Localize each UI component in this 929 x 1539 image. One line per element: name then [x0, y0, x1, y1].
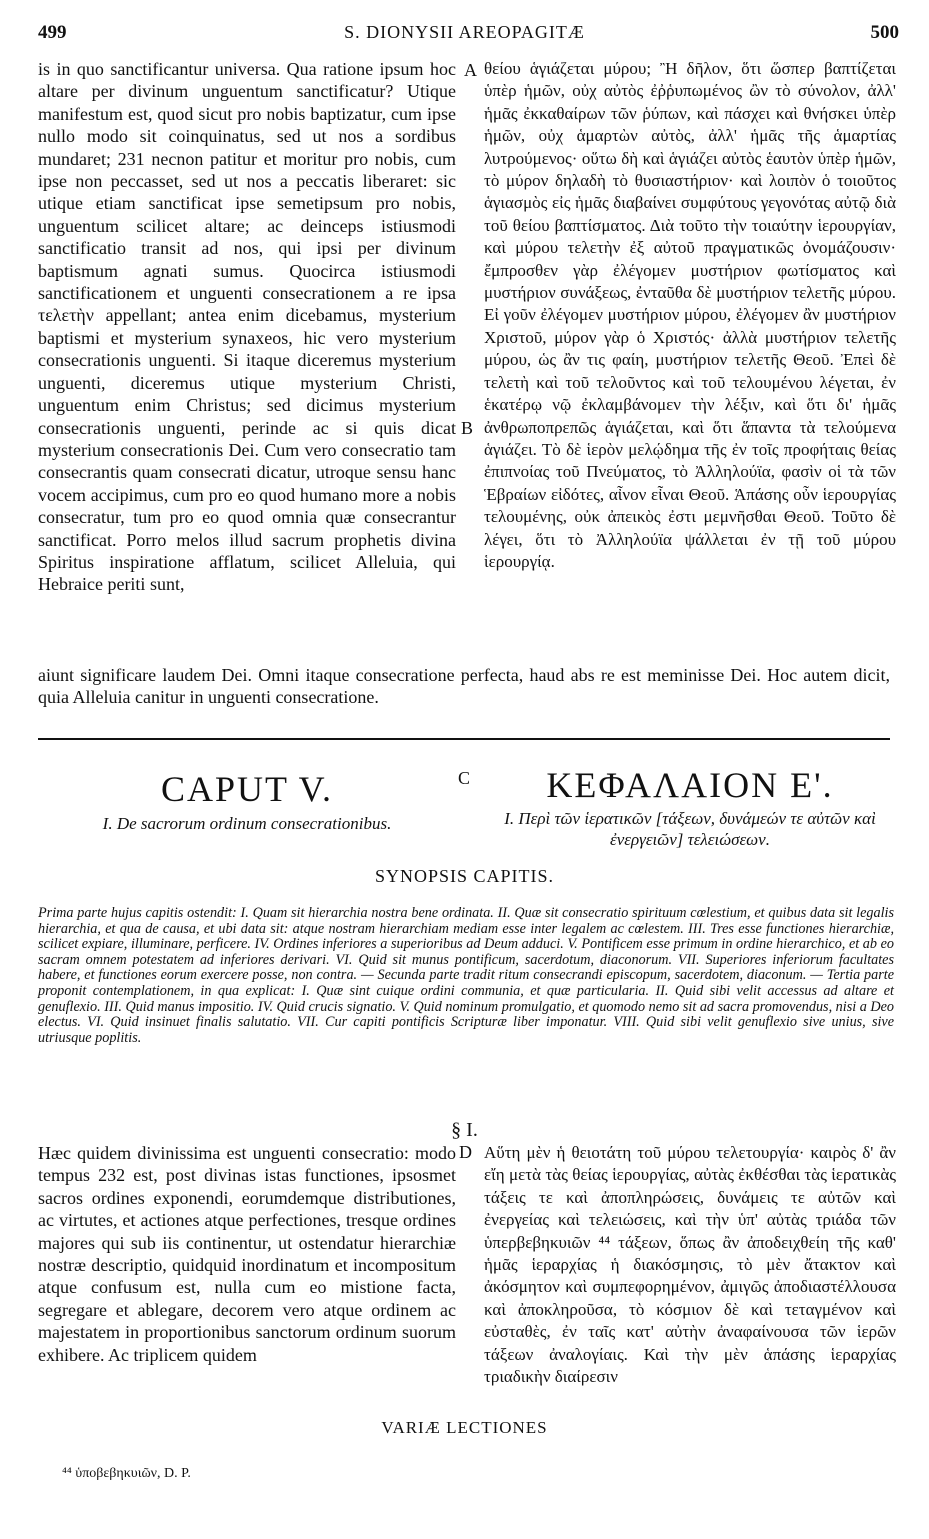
greek-column-section: Αὕτη μὲν ἡ θειοτάτη τοῦ μύρου τελετουργία· καιρὸς δ' ἂν εἴη μετὰ τὰς θείας ἱερουργίας, αὐτὰς ἐκθέσθαι τὰς ἱερατικὰς τάξεις τε καὶ ἀποπληρώσεις, δυνάμεις τε αὐτῶν καὶ ἐνεργείας καὶ τελειώσεις, καὶ τὴν ὑπ' αὐτὰς τριάδα τῶν ὑπερβεβηκυιῶν ⁴⁴ τάξεων, ὅπως ἂν ἀποδειχθείη τῆς καθ' ἡμᾶς ἱεραρχίας ἡ διακόσμησις, τὸ μὲν ἄτακτον καὶ ἀκόσμητον καὶ συμπεφορημένον, ἀμιγῶς ἀποδιαστέλλουσα καὶ ἀποκληροῦσα, τὸ κόσμιον δὲ καὶ τεταγμένον καὶ εὐσταθὲς, ἐν ταῖς κατ' αὐτὴν ἀναφαίνουσα τῶν ἱερῶν τάξεων ἀναλογίαις. Καὶ τὴν μὲν ἁπάσης ἱεραρχίας τριαδικὴν διαίρεσιν — [484, 1143, 896, 1387]
greek-chapter-subtitle: I. Περὶ τῶν ἱερατικῶν [τάξεων, δυνάμεών τε αὐτῶν καὶ ἐνεργειῶν] τελειώσεων. — [504, 809, 876, 849]
section-mark: § I. — [451, 1119, 478, 1141]
greek-column-upper: θείου ἁγιάζεται μύρου; Ἢ δῆλον, ὅτι ὥσπερ βαπτίζεται ὑπὲρ ἡμῶν, οὐχ αὐτὸς ἐῤῥυπωμένος ὢν τὸ σύνολον, ἀλλ' ἡμᾶς ἐκκαθαίρων τῶν ῥύπων, καὶ πάσχει καὶ θνήσκει ὑπὲρ ἡμῶν, οὐχ ἁμαρτὼν αὐτὸς, ἀλλ' ἡμᾶς τῆς ἁμαρτίας λυτρούμενος· οὕτω δὴ καὶ ἁγιάζει αὐτὸς ἑαυτὸν ὑπὲρ ἡμῶν, τὸ μύρον δηλαδὴ τὸ θυσιαστήριον· καὶ λοιπὸν ὁ τοιοῦτος ἁγιασμὸς εἰς ἡμᾶς διαβαίνει συμφύτους γεγονότας αὐτῷ διὰ τοῦ θείου βαπτίσματος. Διὰ τοῦτο τὴν τοιαύτην ἱερουργίαν, καὶ μύρου τελετὴν ἐξ αὐτοῦ πραγματικῶς ὀνομάζουσιν· ἔμπροσθεν γὰρ ἐλέγομεν μυστήριον φωτίσματος καὶ μυστήριον συνάξεως, ἐνταῦθα δὲ μυστήριον τελετῆς μύρου. Εἰ γοῦν ἐλέγομεν μυστήριον μύρου, ἐλέγομεν ἂν μυστήριον Χριστοῦ, μύρον γὰρ ὁ Χριστός· ἀλλὰ μυστήριον τελετῆς μύρου, ὡς ἂν τις φαίη, μυστήριον τελετῆς Θεοῦ. Ἐπεὶ δὲ τελετὴ καὶ τοῦ τελοῦντος καὶ τοῦ τελουμένου λέγεται, ἐν ἑκατέρῳ νῷ ἐκλαμβάνομεν τὴν λέξιν, καὶ ὅτι δι' ἡμᾶς ἀνθρωποπρεπῶς ἁγιάζεται, καὶ ὅτι ἅπαντα τὰ τελούμενα ἁγιάζει. Τὸ δὲ ἱερὸν μελῴδημα τῆς ἐν τοῖς προφήταις θείας ἐπιπνοίας τοῦ Πνεύματος, τὸ Ἀλληλούϊα, φασὶν οἱ τὰ τῶν Ἑβραίων εἰδότες, αἶνον εἶναι Θεοῦ. Ἁπάσης οὖν ἱερουργίας τελουμένης, οὐκ ἀπεικὸς ἐστι μεμνῆσθαι Θεοῦ. Τοῦτο δὲ λέγει, ὅτι τὸ Ἀλληλούϊα ψάλλεται ἐν τῇ τοῦ μύρου ἱερουργίᾳ. — [484, 59, 896, 571]
section-divider — [38, 738, 890, 740]
page-number-left: 499 — [38, 22, 67, 43]
synopsis-title: SYNOPSIS CAPITIS. — [374, 866, 555, 886]
variae-lectiones-title: VARIÆ LECTIONES — [381, 1418, 548, 1437]
variant-note: ⁴⁴ ὑποβεβηκυιῶν, D. P. — [62, 1466, 191, 1481]
latin-chapter-subtitle: I. De sacrorum ordinum consecrationibus. — [102, 814, 392, 833]
latin-chapter-title: CAPUT V. — [160, 769, 334, 809]
greek-chapter-title: ΚΕΦΑΛΑΙΟΝ Ε'. — [546, 765, 834, 805]
synopsis-text: Prima parte hujus capitis ostendit: I. Quam sit hierarchia nostra bene ordinata. II. Quæ sit consecratio spirituum cœlestium, et quibus data sit legalis hierarchia, et qua de causa, et ubi data sit: atque nostram hierarchiam mediam esse inter legalem ac cœlestem. III. Tres esse functiones hierarchiæ, scilicet expiare, illuminare, perficere. IV. Ordines inferiores a superioribus ad Deum adduci. V. Pontificem esse primum in ordine hierarchico, et ab eo sacram omnem potestatem ad inferiores derivari. VI. Quid sit munus pontificum, sacerdotum, diaconorum. VII. Superiores inferiorum facultates habere, et functiones eorum exercere posse, non contra. — Secunda parte tradit ritum consecrandi episcopum, sacerdotem, diaconum. — Tertia parte proponit contemplationem, in qua explicat: I. Quæ sint cuique ordini communia, et quæ particularia. II. Quid sibi velit accessus ad altare et genuflexio. III. Quid manus impositio. IV. Quid crucis signatio. V. Quid nominum promulgatio, et quomodo nemo sit ad sacra promovendus, nisi a Deo electus. VI. Quid insinuet finalis salutatio. VII. Cur capiti pontificis Scripturæ liber imponatur. VIII. Quid sibi velit genuflexio sive unius, sive utriusque poplitis. — [38, 905, 894, 1046]
margin-marker-d: D — [459, 1142, 472, 1162]
running-title: S. DIONYSII AREOPAGITÆ — [344, 22, 585, 42]
margin-marker-a: A — [464, 60, 477, 80]
latin-column-upper: is in quo sanctificantur universa. Qua ratione ipsum hoc altare per divinum unguentum sanctificatur? Utique manifestum est, quod sicut pro nobis baptizatur, cum ipse nullo modo sit coinquinatus, sed ut nos a sordibus mundaret; 231 necnon patitur et moritur pro nobis, cum ipse non peccasset, sed ut nos a peccatis liberaret: sic utique etiam sanctificat ipse semetipsum pro nobis, unguentum scilicet altare; ac deinceps istiusmodi sanctificatio transit ad nos, qui ipsi per divinum baptismum agnati sumus. Quocirca istiusmodi sanctificationem et unguenti consecrationem a re ipsa τελετὴν appellant; antea enim dicebamus, mysterium baptismi et mysterium synaxeos, hic vero mysterium consecrationis unguenti. Si itaque diceremus mysterium unguenti, diceremus utique mysterium Christi, unguentum enim Christus; sed dicimus mysterium consecrationis unguenti, perinde ac si quis dicat mysterium consecrationis Dei. Cum vero consecratio tam consecrantis quam consecrati dicatur, utroque sensu hanc vocem accipimus, cum pro eo quod humano more a nobis consecratur, tum pro eo quod omnia quæ consecrantur sanctificat. Porro melos illud sacrum prophetis divina Spiritus inspiratione afflatum, scilicet Alleluia, qui Hebraice periti sunt, — [38, 59, 456, 595]
latin-full-width-tail: aiunt significare laudem Dei. Omni itaque consecratione perfecta, haud abs re est meminisse Dei. Hoc autem dicit, quia Alleluia canitur in unguenti consecratione. — [38, 665, 890, 708]
margin-marker-b: B — [461, 418, 474, 438]
margin-marker-c: C — [458, 768, 471, 788]
latin-column-section: Hæc quidem divinissima est unguenti consecratio: modo tempus 232 est, post divinas istas functiones, ipsosmet sacros ordines exponendi, eorumdemque distributiones, ac virtutes, et actiones atque perfectiones, tresque ordines majores qui sub iis continentur, ut ostendatur hierarchiæ nostræ descriptio, quidquid inordinatum et incompositum atque confusum est, nulla cum eo mistione facta, segregare et ablegare, decorem vero atque ordinem ac majestatem in proportionibus sanctorum ordinum suorum exhibere. Ac triplicem quidem — [38, 1143, 456, 1365]
page-number-right: 500 — [870, 22, 899, 43]
